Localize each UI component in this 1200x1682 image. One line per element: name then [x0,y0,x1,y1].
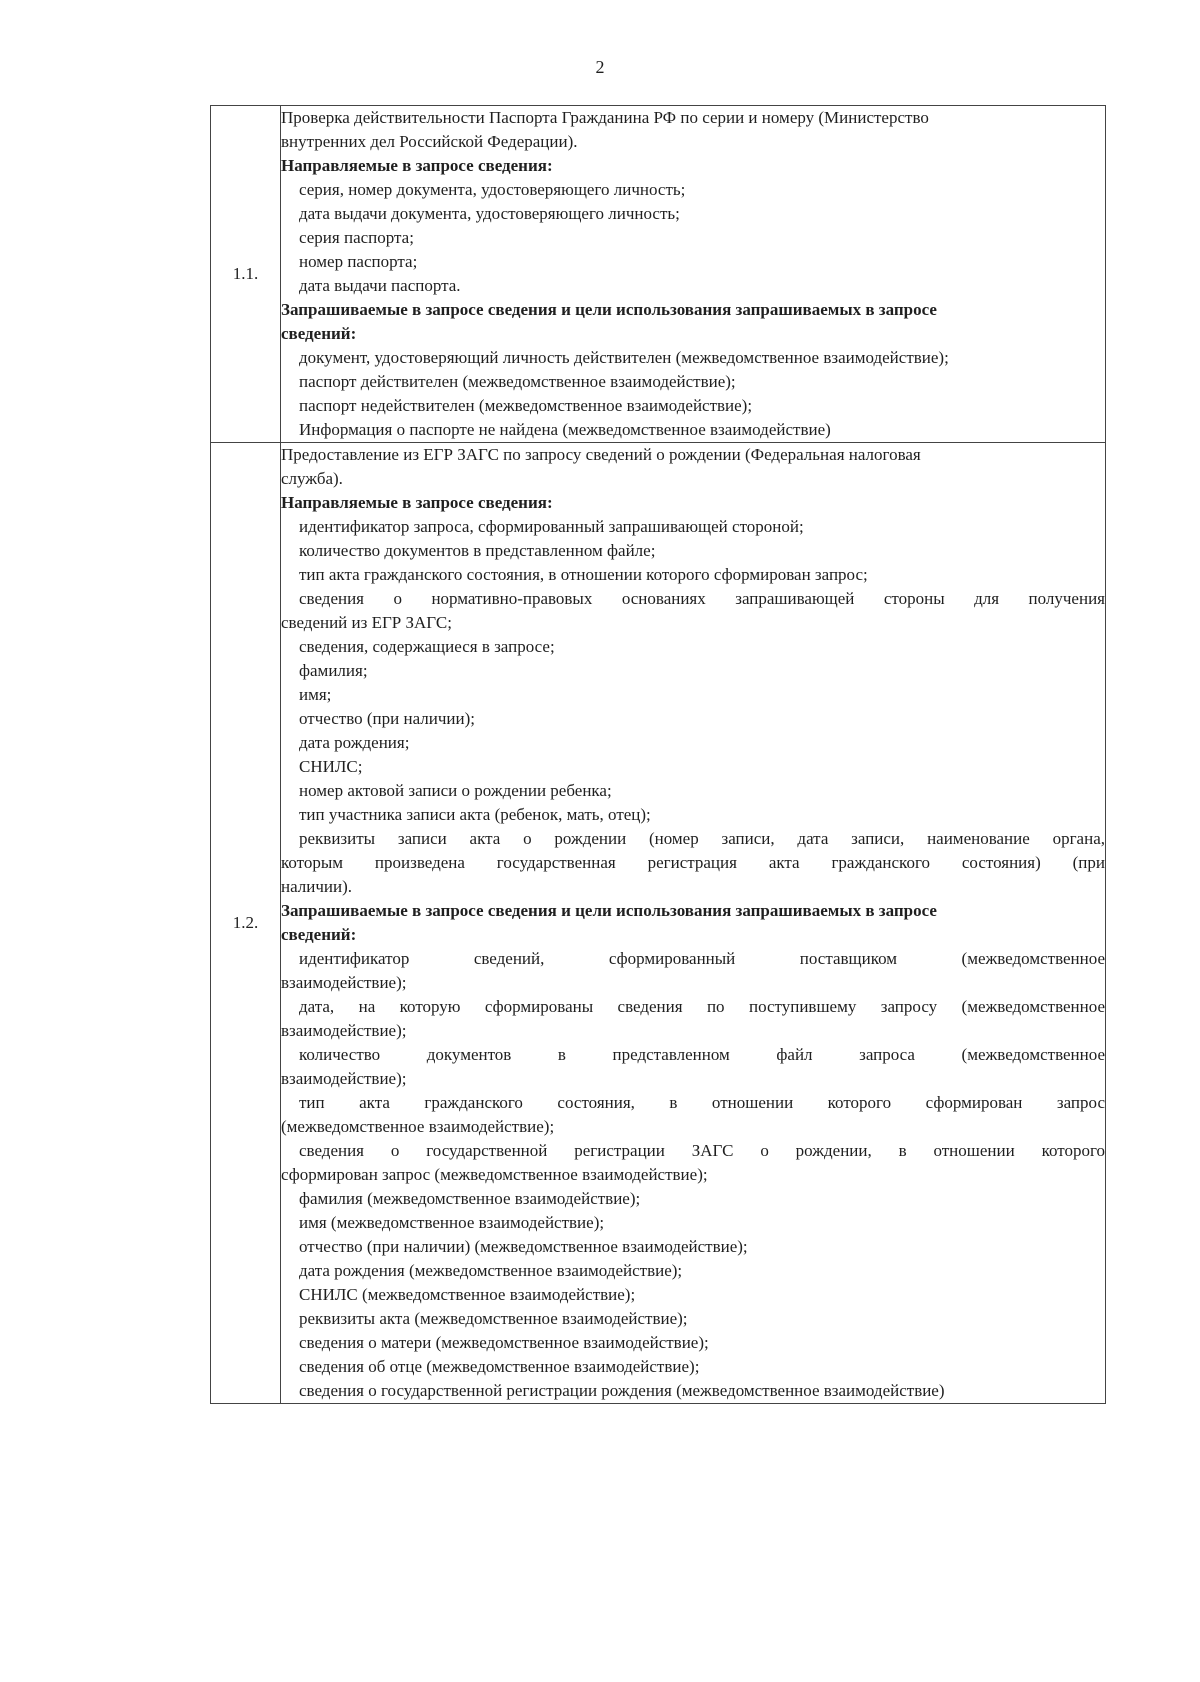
row-content [281,106,1106,443]
table-row [211,443,1106,1404]
list-item: дата, на которую сформированы сведения по поступившему запросу (межведомственное [299,997,1105,1016]
section-heading: сведений: [281,925,357,944]
list-item: фамилия; [299,661,368,680]
list-item: тип акта гражданского состояния, в отношении которого сформирован запрос; [299,565,868,584]
list-item: номер паспорта; [299,252,418,271]
text-line: Предоставление из ЕГР ЗАГС по запросу сведений о рождении (Федеральная налоговая [281,445,921,464]
list-item: реквизиты записи акта о рождении (номер записи, дата записи, наименование органа, [299,829,1105,848]
section-heading: Запрашиваемые в запросе сведения и цели использования запрашиваемых в запросе [281,901,937,920]
row-content [281,443,1106,1404]
list-item: отчество (при наличии) (межведомственное взаимодействие); [299,1237,748,1256]
list-item: тип участника записи акта (ребенок, мать, отец); [299,805,651,824]
list-item: Информация о паспорте не найдена (межведомственное взаимодействие) [299,420,831,439]
list-item: имя (межведомственное взаимодействие); [299,1213,605,1232]
section-heading: Направляемые в запросе сведения: [281,156,553,175]
list-item: имя; [299,685,332,704]
text-line: внутренних дел Российской Федерации). [281,132,578,151]
list-item: документ, удостоверяющий личность действителен (межведомственное взаимодействие); [299,348,949,367]
list-item: сведения о нормативно-правовых основаниях запрашивающей стороны для получения [299,589,1105,608]
list-item: сведения о матери (межведомственное взаимодействие); [299,1333,709,1352]
list-item: отчество (при наличии); [299,709,475,728]
requests-table [210,105,1106,1404]
text-line: сформирован запрос (межведомственное взаимодействие); [281,1165,708,1184]
text-line: которым произведена государственная регистрация акта гражданского состояния) (при [281,853,1105,872]
list-item: идентификатор запроса, сформированный запрашивающей стороной; [299,517,804,536]
table-row [211,106,1106,443]
row-number: 1.2. [211,443,281,1404]
text-line: взаимодействие); [281,973,407,992]
text-line: наличии). [281,877,353,896]
list-item: сведения об отце (межведомственное взаимодействие); [299,1357,700,1376]
list-item: дата рождения (межведомственное взаимодействие); [299,1261,683,1280]
list-item: паспорт недействителен (межведомственное взаимодействие); [299,396,753,415]
list-item: номер актовой записи о рождении ребенка; [299,781,612,800]
row-number: 1.1. [211,106,281,443]
list-item: реквизиты акта (межведомственное взаимодействие); [299,1309,688,1328]
text-line: сведений из ЕГР ЗАГС; [281,613,452,632]
list-item: дата рождения; [299,733,410,752]
text-line: взаимодействие); [281,1069,407,1088]
page-number: 2 [595,57,605,77]
section-heading: Запрашиваемые в запросе сведения и цели использования запрашиваемых в запросе [281,300,937,319]
list-item: тип акта гражданского состояния, в отношении которого сформирован запрос [299,1093,1105,1112]
text-line: (межведомственное взаимодействие); [281,1117,555,1136]
list-item: сведения о государственной регистрации ЗАГС о рождении, в отношении которого [299,1141,1105,1160]
list-item: паспорт действителен (межведомственное взаимодействие); [299,372,736,391]
list-item: дата выдачи паспорта. [299,276,461,295]
list-item: серия паспорта; [299,228,414,247]
list-item: количество документов в представленном файле; [299,541,656,560]
list-item: сведения, содержащиеся в запросе; [299,637,555,656]
list-item: СНИЛС (межведомственное взаимодействие); [299,1285,636,1304]
list-item: фамилия (межведомственное взаимодействие); [299,1189,641,1208]
text-line: служба). [281,469,343,488]
list-item: количество документов в представленном файл запроса (межведомственное [299,1045,1105,1064]
list-item: сведения о государственной регистрации рождения (межведомственное взаимодействие) [299,1381,945,1400]
text-line: взаимодействие); [281,1021,407,1040]
list-item: серия, номер документа, удостоверяющего личность; [299,180,686,199]
text-line: Проверка действительности Паспорта Гражданина РФ по серии и номеру (Министерство [281,108,929,127]
section-heading: Направляемые в запросе сведения: [281,493,553,512]
list-item: СНИЛС; [299,757,363,776]
list-item: идентификатор сведений, сформированный поставщиком (межведомственное [299,949,1105,968]
section-heading: сведений: [281,324,357,343]
list-item: дата выдачи документа, удостоверяющего личность; [299,204,680,223]
